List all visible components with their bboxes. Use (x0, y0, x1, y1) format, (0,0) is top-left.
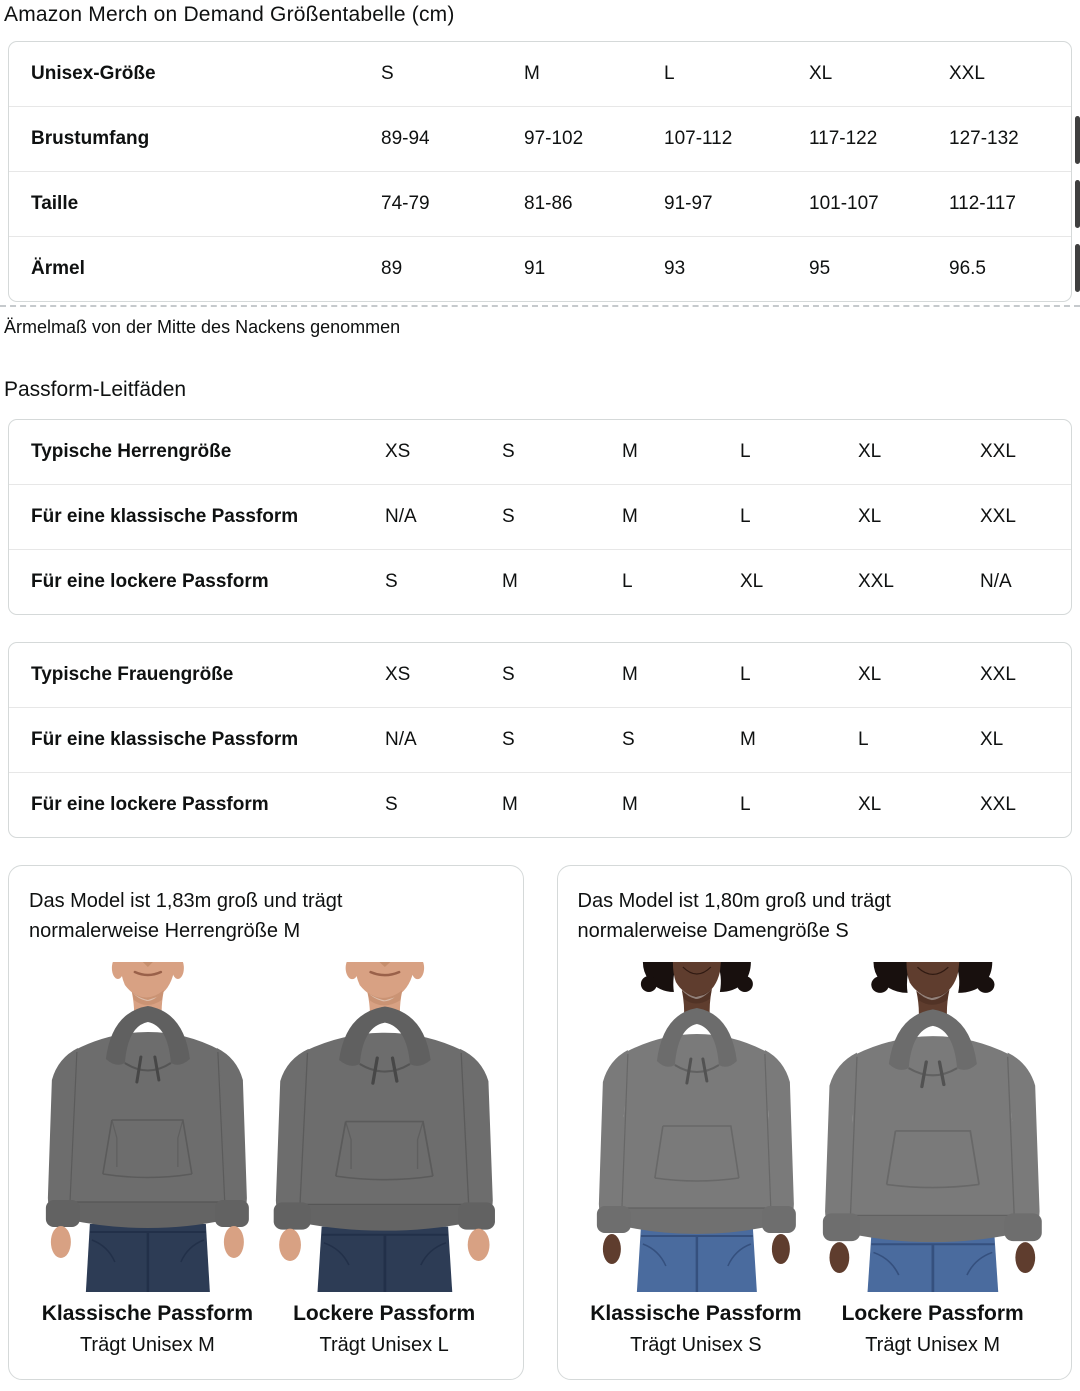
table-row (9, 707, 1071, 772)
column-header: L (664, 63, 675, 84)
table-row (9, 484, 1071, 549)
figure-fit-label: Lockere Passform (293, 1302, 476, 1325)
size-cell: L (740, 506, 751, 527)
column-header: M (524, 63, 540, 84)
model-card-heading: Das Model ist 1,80m groß und trägt normalerweise Damengröße S (577, 890, 891, 942)
size-cell: S (502, 506, 515, 527)
column-header: S (502, 664, 515, 685)
row-label: Für eine lockere Passform (31, 571, 269, 592)
column-header: XL (809, 63, 833, 84)
row-label: Unisex-Größe (31, 63, 156, 84)
size-cell: M (622, 794, 638, 815)
size-cell: L (858, 729, 869, 750)
model-photo-female-loose (814, 962, 1051, 1292)
column-header: S (502, 441, 515, 462)
table-scrollbar-thumb[interactable] (1075, 180, 1080, 228)
size-cell: S (622, 729, 635, 750)
column-header: M (622, 441, 638, 462)
size-cell: 93 (664, 258, 686, 279)
table-header-row (9, 42, 1071, 106)
size-cell: XL (858, 794, 882, 815)
table-scrollbar-thumb[interactable] (1075, 244, 1080, 292)
size-cell: 107-112 (664, 128, 733, 149)
size-cell: 97-102 (524, 128, 584, 149)
figure-size-label: Trägt Unisex M (79, 1334, 215, 1356)
row-label: Ärmel (31, 258, 85, 279)
model-figure (578, 962, 815, 1357)
model-card-women (557, 865, 1073, 1380)
model-card-heading: Das Model ist 1,83m groß und trägt normalerweise Herrengröße M (29, 890, 343, 942)
column-header: XS (385, 441, 411, 462)
women-fit-table (8, 642, 1072, 838)
figure-fit-label: Lockere Passform (841, 1302, 1024, 1325)
size-cell: M (502, 571, 518, 592)
size-cell: 91 (524, 258, 546, 279)
model-card-men (8, 865, 524, 1380)
column-header: L (740, 441, 751, 462)
figure-fit-label: Klassische Passform (41, 1302, 254, 1325)
size-cell: S (385, 571, 398, 592)
model-photo-female-classic (578, 962, 815, 1292)
size-cell: M (502, 794, 518, 815)
column-header: XS (385, 664, 411, 685)
table-row (9, 106, 1071, 171)
model-cards (8, 865, 1072, 1380)
size-cell: N/A (385, 506, 417, 527)
size-cell: XL (980, 729, 1004, 750)
unisex-size-table (8, 41, 1072, 302)
size-cell: N/A (980, 571, 1012, 592)
column-header: L (740, 664, 751, 685)
sleeve-footnote: Ärmelmaß von der Mitte des Nackens genommen (4, 317, 401, 337)
row-label: Taille (31, 193, 79, 214)
size-cell: 127-132 (949, 128, 1019, 149)
figure-size-label: Trägt Unisex M (865, 1334, 1001, 1356)
table-row (9, 549, 1071, 614)
model-figure (266, 962, 503, 1357)
table-row (9, 171, 1071, 236)
model-photo-male-loose (266, 962, 503, 1292)
size-cell: 74-79 (381, 193, 430, 214)
figure-size-label: Trägt Unisex L (319, 1334, 449, 1356)
table-row (9, 236, 1071, 301)
page-title: Amazon Merch on Demand Größentabelle (cm) (4, 3, 455, 26)
size-cell: S (385, 794, 398, 815)
column-header: XXL (980, 664, 1016, 685)
men-fit-table (8, 419, 1072, 615)
table-header-row (9, 643, 1071, 707)
row-label: Für eine klassische Passform (31, 729, 299, 750)
size-cell: L (740, 794, 751, 815)
row-label: Für eine klassische Passform (31, 506, 299, 527)
size-cell: N/A (385, 729, 417, 750)
figure-size-label: Trägt Unisex S (630, 1334, 762, 1356)
size-cell: 96.5 (949, 258, 986, 279)
size-cell: M (622, 506, 638, 527)
size-cell: L (622, 571, 633, 592)
table-row (9, 772, 1071, 837)
size-cell: 89-94 (381, 128, 430, 149)
row-label: Typische Herrengröße (31, 441, 232, 462)
size-cell: XL (740, 571, 764, 592)
size-cell: M (740, 729, 756, 750)
size-cell: XL (858, 506, 882, 527)
size-cell: XXL (858, 571, 894, 592)
row-label: Für eine lockere Passform (31, 794, 269, 815)
size-cell: 89 (381, 258, 403, 279)
column-header: XL (858, 664, 882, 685)
model-figure (814, 962, 1051, 1357)
column-header: S (381, 63, 394, 84)
size-cell: 101-107 (809, 193, 879, 214)
column-header: XXL (949, 63, 985, 84)
column-header: M (622, 664, 638, 685)
column-header: XL (858, 441, 882, 462)
model-photo-male-classic (29, 962, 266, 1292)
size-cell: S (502, 729, 515, 750)
size-cell: 81-86 (524, 193, 573, 214)
figure-fit-label: Klassische Passform (590, 1302, 802, 1325)
table-scrollbar-thumb[interactable] (1075, 116, 1080, 164)
size-cell: XXL (980, 794, 1016, 815)
table-header-row (9, 420, 1071, 484)
size-cell: 95 (809, 258, 831, 279)
size-cell: 91-97 (664, 193, 713, 214)
column-header: XXL (980, 441, 1016, 462)
model-figure (29, 962, 266, 1357)
row-label: Brustumfang (31, 128, 150, 149)
size-cell: 117-122 (809, 128, 878, 149)
dashed-divider (0, 305, 1080, 307)
row-label: Typische Frauengröße (31, 664, 234, 685)
fit-guides-heading: Passform-Leitfäden (4, 378, 187, 401)
size-cell: XXL (980, 506, 1016, 527)
size-cell: 112-117 (949, 193, 1016, 214)
